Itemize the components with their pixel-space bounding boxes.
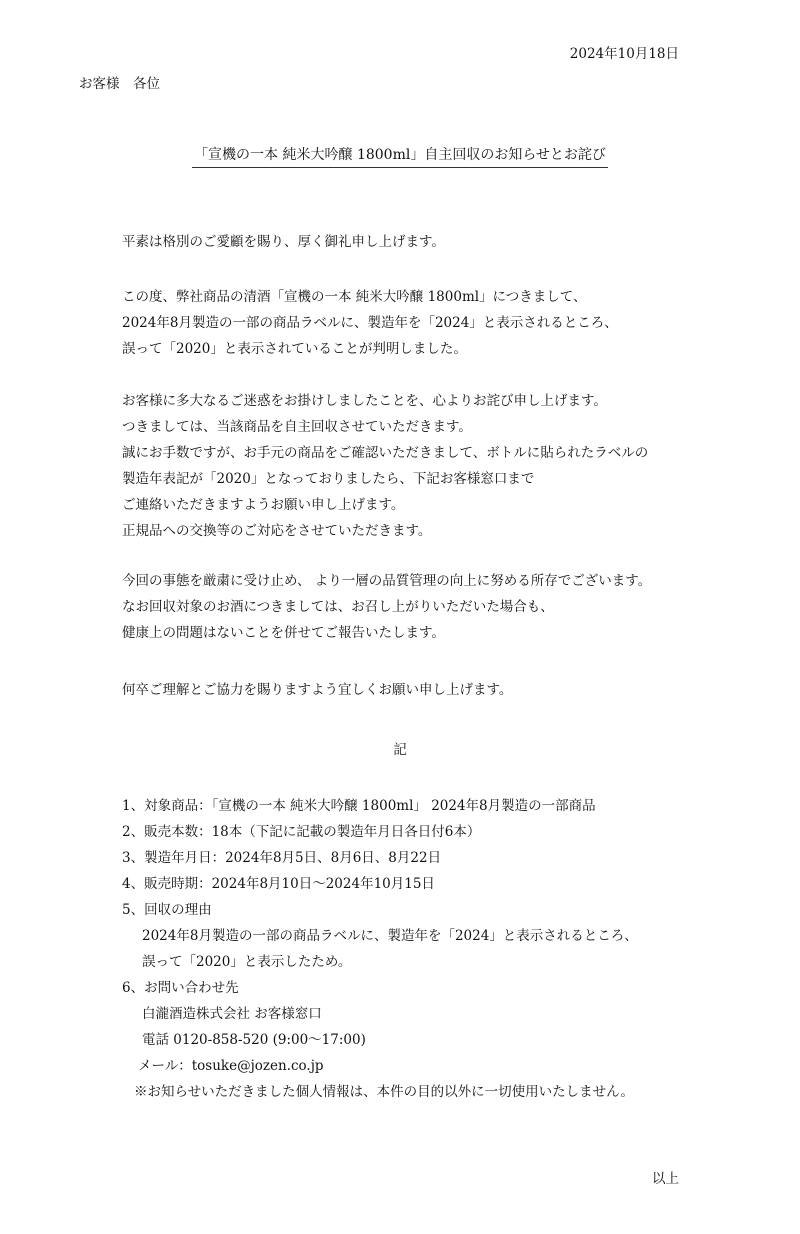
addressee: お客様 各位 <box>79 76 160 92</box>
paragraph-line: 今回の事態を厳粛に受け止め、 より一層の品質管理の向上に努める所存でございます。 <box>122 573 652 589</box>
paragraph-line: 正規品への交換等のご対応をさせていただきます。 <box>122 523 432 539</box>
paragraph-line: 平素は格別のご愛顧を賜り、厚く御礼申し上げます。 <box>122 234 445 250</box>
list-item: 2、販売本数：18本（下記に記載の製造年月日各日付6本） <box>122 824 481 840</box>
document-title-text: 「宣機の一本 純米大吟醸 1800ml」自主回収のお知らせとお詫び <box>192 144 608 168</box>
list-item: 1、対象商品：「宣機の一本 純米大吟醸 1800ml」 2024年8月製造の一部商品 <box>122 798 596 814</box>
paragraph-apology <box>122 388 648 544</box>
paragraph-closing-request <box>122 677 512 703</box>
ki-heading: 記 <box>393 742 407 758</box>
paragraph-line: つきましては、当該商品を自主回収させていただきます。 <box>122 419 472 435</box>
paragraph-line: 誠にお手数ですが、お手元の商品をご確認いただきまして、ボトルに貼られたラベルの <box>122 445 649 461</box>
list-item: 3、製造年月日：2024年8月5日、8月6日、8月22日 <box>122 850 442 866</box>
reason-line: 2024年8月製造の一部の商品ラベルに、製造年を「2024」と表示されるところ、 <box>142 928 638 944</box>
paragraph-line: 健康上の問題はないことを併せてご報告いたします。 <box>122 625 445 641</box>
details-list <box>122 793 638 1105</box>
contact-phone: 電話 0120-858-520 (9:00～17:00) <box>142 1032 366 1048</box>
paragraph-line: 何卒ご理解とご協力を賜りますよう宜しくお願い申し上げます。 <box>122 682 513 698</box>
list-item: 5、回収の理由 <box>122 902 212 918</box>
paragraph-announcement <box>122 284 618 362</box>
document-date: 2024年10月18日 <box>569 46 679 62</box>
paragraph-line: 誤って「2020」と表示されていることが判明しました。 <box>122 341 467 357</box>
list-item: 4、販売時期：2024年8月10日～2024年10月15日 <box>122 876 435 892</box>
privacy-note: ※お知らせいただきました個人情報は、本件の目的以外に一切使用いたしません。 <box>134 1084 634 1100</box>
paragraph-line: 製造年表記が「2020」となっておりましたら、下記お客様窓口まで <box>122 471 535 487</box>
closing-mark: 以上 <box>652 1171 679 1187</box>
paragraph-greeting <box>122 229 445 255</box>
list-item: 6、お問い合わせ先 <box>122 980 239 996</box>
paragraph-line: なお回収対象のお酒につきましては、お召し上がりいただいた場合も、 <box>122 599 554 615</box>
contact-company: 白瀧酒造株式会社 お客様窓口 <box>142 1006 322 1022</box>
paragraph-line: 2024年8月製造の一部の商品ラベルに、製造年を「2024」と表示されるところ、 <box>122 315 618 331</box>
paragraph-line: お客様に多大なるご迷惑をお掛けしましたことを、心よりお詫び申し上げます。 <box>122 393 607 409</box>
paragraph-line: この度、弊社商品の清酒「宣機の一本 純米大吟醸 1800ml」につきまして、 <box>122 289 587 305</box>
document-title <box>0 144 800 168</box>
reason-line: 誤って「2020」と表示したため。 <box>142 954 352 970</box>
paragraph-commitment <box>122 568 651 646</box>
contact-mail: メール：tosuke@jozen.co.jp <box>138 1058 324 1074</box>
paragraph-line: ご連絡いただきますようお願い申し上げます。 <box>122 497 405 513</box>
